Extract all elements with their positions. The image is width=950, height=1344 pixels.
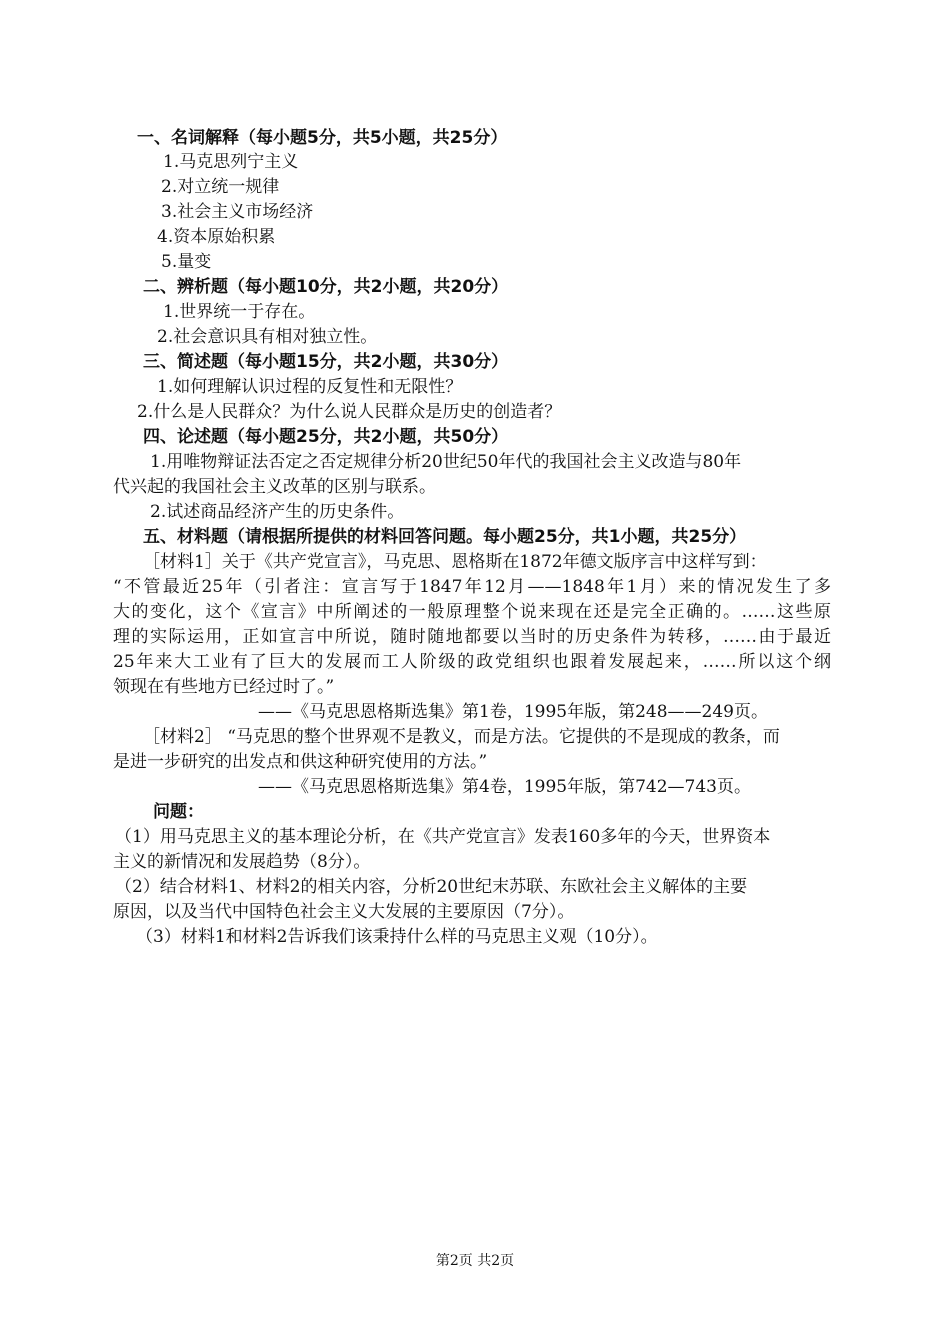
s1-item-4: 4.资本原始积累 bbox=[157, 227, 276, 247]
section-5-heading: 五、材料题（请根据所提供的材料回答问题。每小题25分，共1小题，共25分） bbox=[143, 527, 747, 547]
s4-q1-line-1: 1.用唯物辩证法否定之否定规律分析20世纪50年代的我国社会主义改造与80年 bbox=[150, 452, 742, 472]
material-1-source: ——《马克思恩格斯选集》第1卷，1995年版，第248——249页。 bbox=[258, 702, 768, 722]
material-1-line-6: 领现在有些地方已经过时了。” bbox=[113, 677, 335, 697]
section-3-heading: 三、简述题（每小题15分，共2小题，共30分） bbox=[143, 352, 509, 372]
s2-item-1: 1.世界统一于存在。 bbox=[163, 302, 316, 322]
s3-item-2: 2.什么是人民群众？为什么说人民群众是历史的创造者？ bbox=[137, 402, 562, 422]
s3-item-1: 1.如何理解认识过程的反复性和无限性？ bbox=[157, 377, 463, 397]
material-1-line-3: 大的变化，这个《宣言》中所阐述的一般原理整个说来现在还是完全正确的。……这些原 bbox=[113, 602, 831, 622]
material-2-line-1: ［材料2］ “马克思的整个世界观不是教义，而是方法。它提供的不是现成的教条，而 bbox=[143, 727, 780, 747]
section-4-heading: 四、论述题（每小题25分，共2小题，共50分） bbox=[143, 427, 509, 447]
question-2-line-1: （2）结合材料1、材料2的相关内容，分析20世纪末苏联、东欧社会主义解体的主要 bbox=[115, 877, 748, 897]
material-1-line-5: 25年来大工业有了巨大的发展而工人阶级的政党组织也跟着发展起来，……所以这个纲 bbox=[113, 652, 831, 672]
s1-item-2: 2.对立统一规律 bbox=[161, 177, 280, 197]
material-1-line-4: 理的实际运用，正如宣言中所说，随时随地都要以当时的历史条件为转移，……由于最近 bbox=[113, 627, 831, 647]
question-3: （3）材料1和材料2告诉我们该秉持什么样的马克思主义观（10分）。 bbox=[136, 927, 658, 947]
s1-item-3: 3.社会主义市场经济 bbox=[161, 202, 314, 222]
material-2-source: ——《马克思恩格斯选集》第4卷，1995年版，第742—743页。 bbox=[258, 777, 751, 797]
question-2-line-2: 原因，以及当代中国特色社会主义大发展的主要原因（7分）。 bbox=[113, 902, 575, 922]
s1-item-5: 5.量变 bbox=[161, 252, 212, 272]
question-1-line-1: （1）用马克思主义的基本理论分析，在《共产党宣言》发表160多年的今天，世界资本 bbox=[115, 827, 771, 847]
material-1-line-1: ［材料1］关于《共产党宣言》，马克思、恩格斯在1872年德文版序言中这样写到： bbox=[143, 552, 767, 572]
s1-item-1: 1.马克思列宁主义 bbox=[163, 152, 299, 172]
question-1-line-2: 主义的新情况和发展趋势（8分）。 bbox=[113, 852, 371, 872]
questions-label: 问题： bbox=[153, 802, 204, 822]
s2-item-2: 2.社会意识具有相对独立性。 bbox=[157, 327, 378, 347]
s4-q1-line-2: 代兴起的我国社会主义改革的区别与联系。 bbox=[113, 477, 436, 497]
page-footer: 第2页 共2页 bbox=[435, 1253, 515, 1269]
material-1-line-2: “不管最近25年（引者注：宣言写于1847年12月——1848年1月）来的情况发生了多 bbox=[113, 577, 831, 597]
section-2-heading: 二、辨析题（每小题10分，共2小题，共20分） bbox=[143, 277, 509, 297]
material-2-line-2: 是进一步研究的出发点和供这种研究使用的方法。” bbox=[113, 752, 488, 772]
s4-q2: 2.试述商品经济产生的历史条件。 bbox=[150, 502, 405, 522]
section-1-heading: 一、名词解释（每小题5分，共5小题，共25分） bbox=[137, 128, 508, 148]
